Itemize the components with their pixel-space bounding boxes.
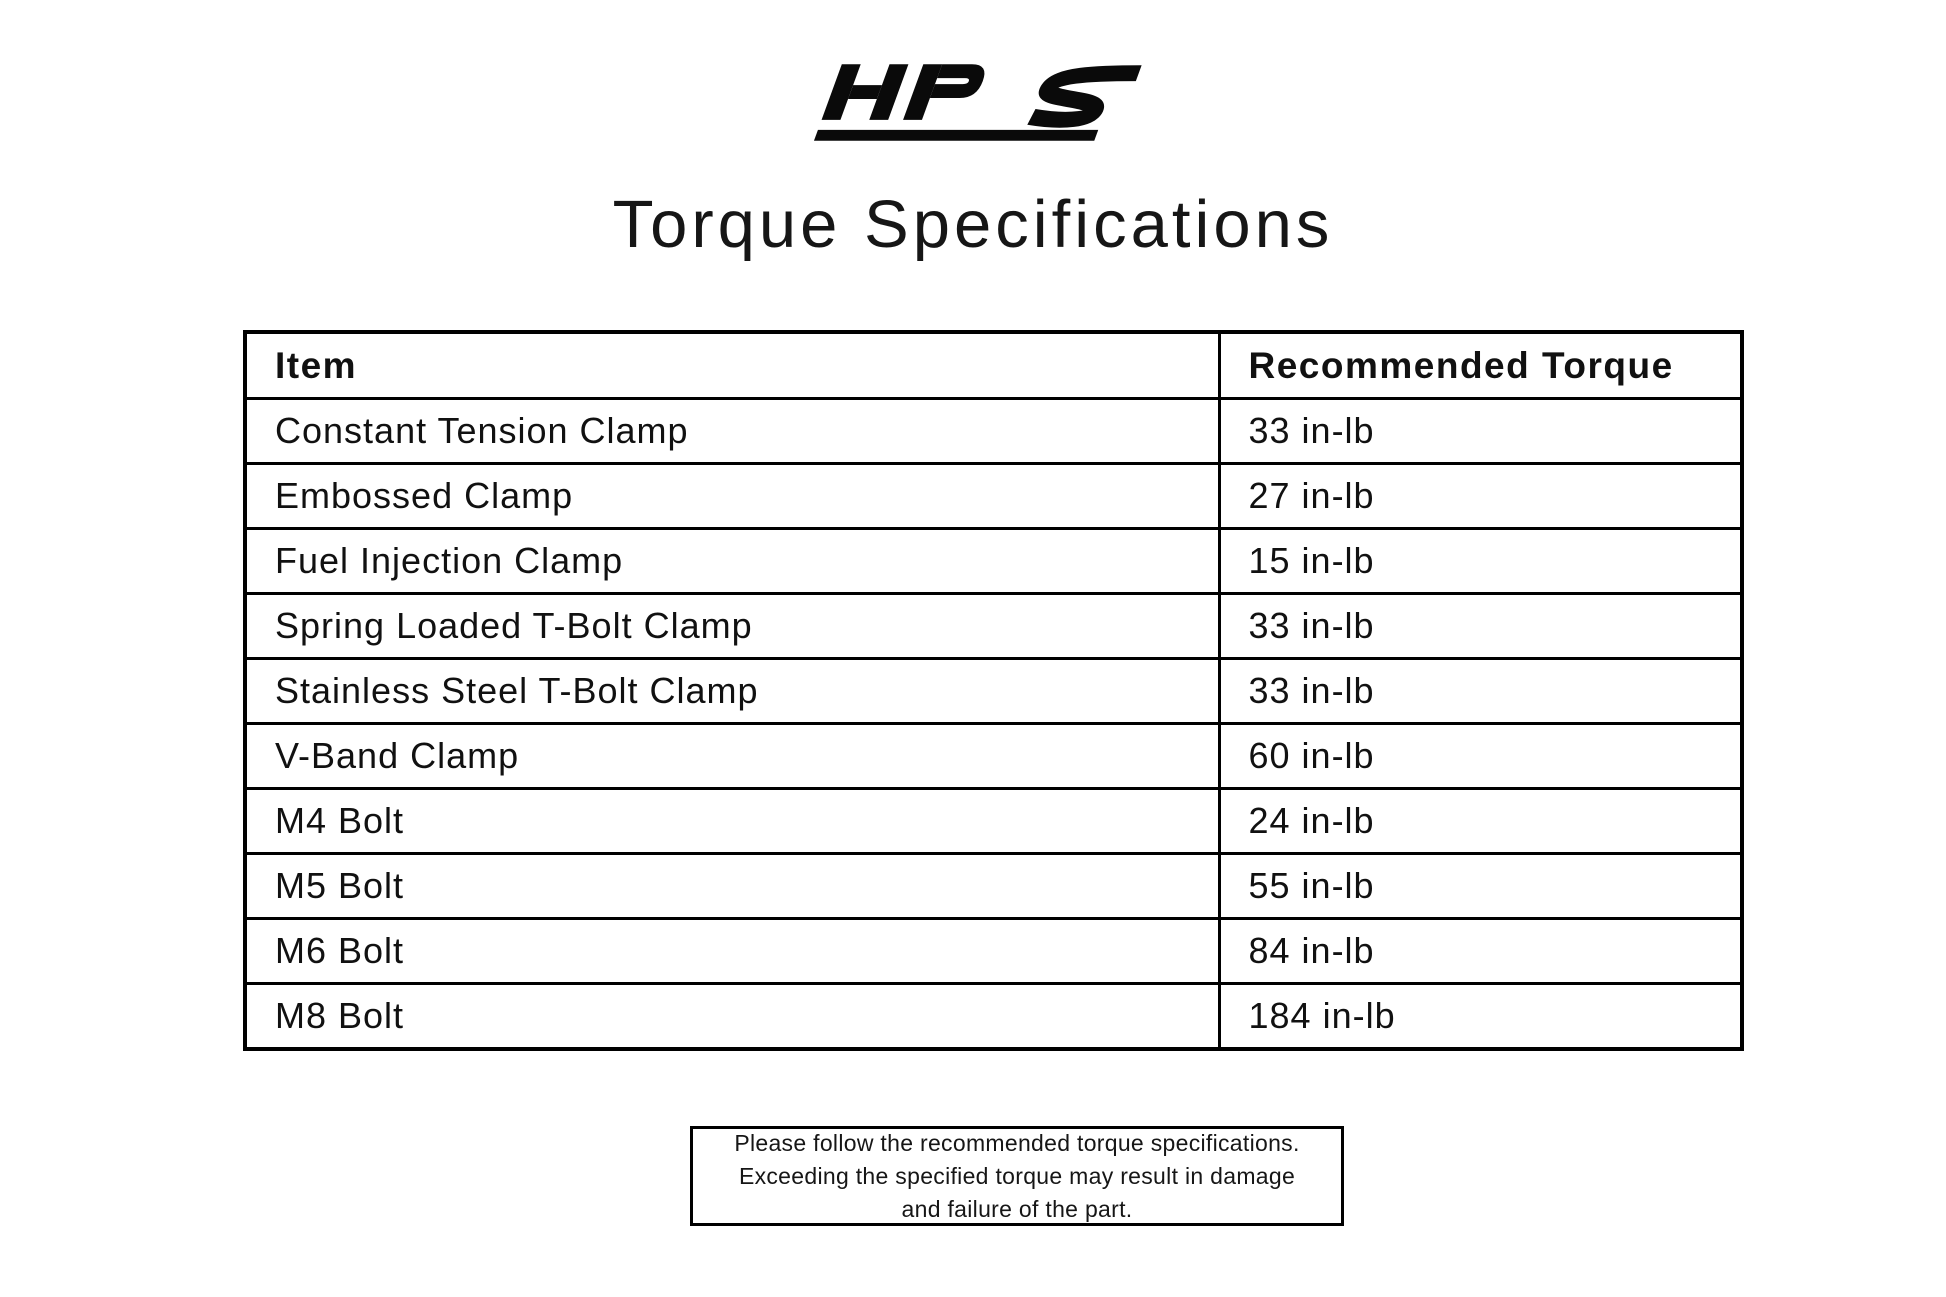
table-row [245,919,1742,984]
note-line: Please follow the recommended torque specifications. [734,1129,1300,1156]
note-line: and failure of the part. [901,1195,1133,1222]
table-row [245,399,1742,464]
item-cell: M6 Bolt [245,919,1219,984]
torque-cell: 184 in-lb [1219,984,1742,1050]
item-cell: M8 Bolt [245,984,1219,1050]
torque-cell: 15 in-lb [1219,529,1742,594]
torque-cell: 27 in-lb [1219,464,1742,529]
table-row [245,464,1742,529]
item-cell: M4 Bolt [245,789,1219,854]
torque-cell: 33 in-lb [1219,659,1742,724]
item-cell: Constant Tension Clamp [245,399,1219,464]
item-cell: V-Band Clamp [245,724,1219,789]
table-row [245,984,1742,1050]
item-cell: Stainless Steel T-Bolt Clamp [245,659,1219,724]
table-row [245,724,1742,789]
note-line: Exceeding the specified torque may result in damage [738,1162,1296,1189]
torque-warning-note [690,1126,1344,1226]
page-title: Torque Specifications [612,187,1334,262]
column-header-item: Item [245,332,1219,399]
item-cell: Fuel Injection Clamp [245,529,1219,594]
hps-logo-icon [812,64,1142,142]
torque-cell: 55 in-lb [1219,854,1742,919]
item-cell: Embossed Clamp [245,464,1219,529]
item-cell: M5 Bolt [245,854,1219,919]
torque-cell: 84 in-lb [1219,919,1742,984]
item-cell: Spring Loaded T-Bolt Clamp [245,594,1219,659]
hps-logo [812,64,1142,142]
table-row [245,854,1742,919]
torque-cell: 60 in-lb [1219,724,1742,789]
torque-cell: 33 in-lb [1219,594,1742,659]
torque-cell: 33 in-lb [1219,399,1742,464]
table-row [245,789,1742,854]
table-header-row [245,332,1742,399]
table-row [245,659,1742,724]
torque-spec-table [243,330,1744,1051]
column-header-torque: Recommended Torque [1219,332,1742,399]
table-row [245,529,1742,594]
table-row [245,594,1742,659]
torque-cell: 24 in-lb [1219,789,1742,854]
